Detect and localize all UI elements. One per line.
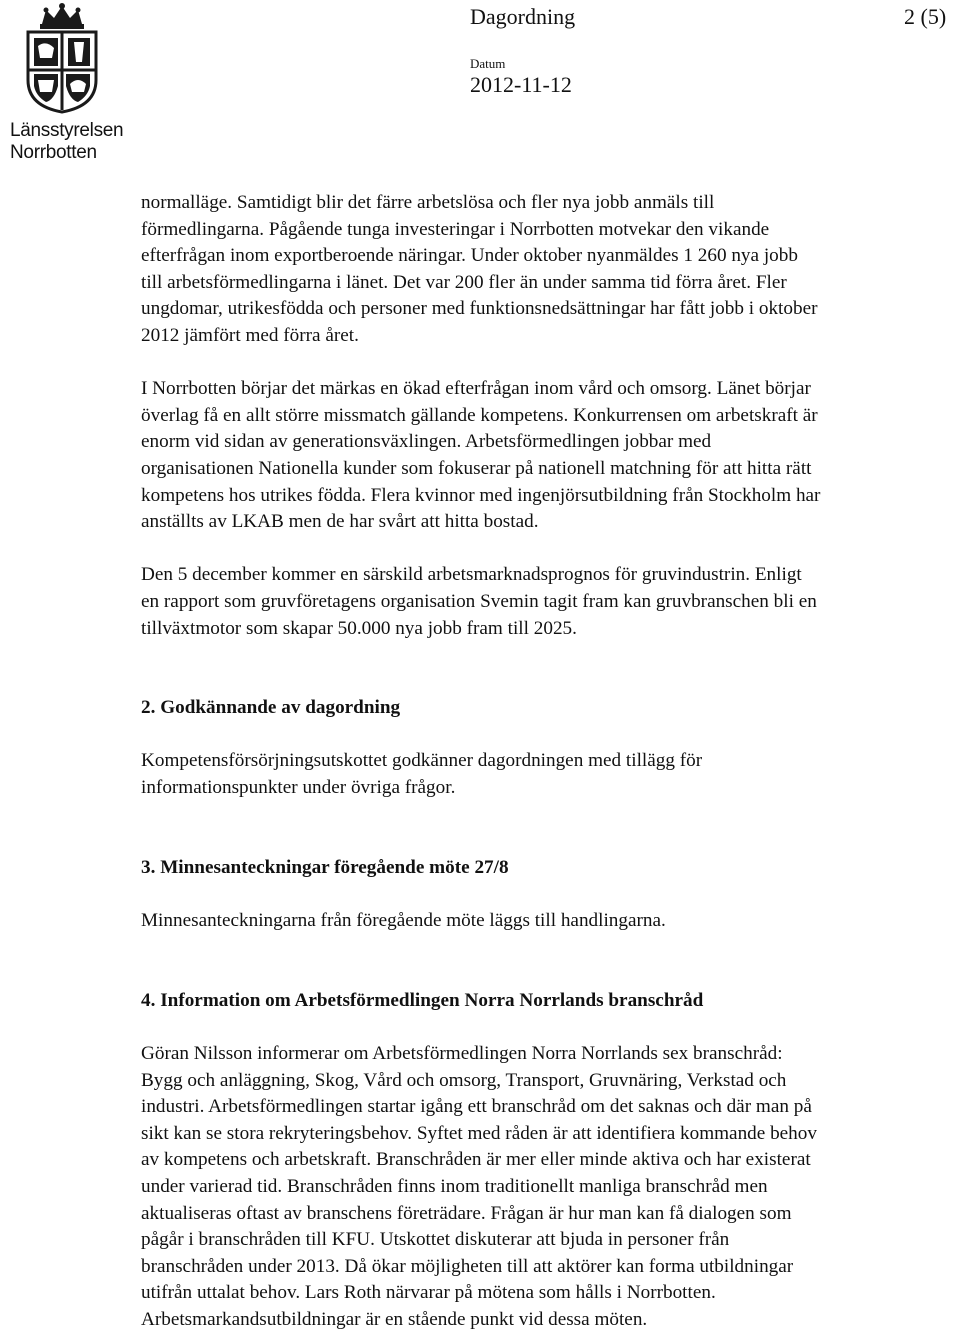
text-line: Bygg och anläggning, Skog, Vård och omsorg, Transport, Gruvnäring, Verkstad och (141, 1069, 787, 1091)
text-line: pågår i branschråden till KFU. Utskottet diskuterar att bjuda in personer från (141, 1229, 730, 1251)
spacer (141, 961, 960, 988)
text-line: enorm vid sidan av generationsväxlingen. Arbetsförmedlingen jobbar med (141, 431, 712, 453)
date-value: 2012-11-12 (470, 72, 572, 97)
text-line: utifrån uttalat behov. Lars Roth närvarar på mötena som hålls i Norrbotten. (141, 1282, 716, 1304)
spacer (141, 828, 960, 855)
text-line: 2012 jämfört med förra året. (141, 324, 359, 346)
text-line: till arbetsförmedlingarna i länet. Det var 200 fler än under samma tid förra året. Fler (141, 271, 787, 293)
text-line: Arbetsmarkandsutbildningar är en stående punkt vid dessa möten. (141, 1308, 648, 1330)
text-line: branschråden under 2013. Då ökar möjligheten till att aktörer kan forma utbildningar (141, 1255, 794, 1277)
text-line: Göran Nilsson informerar om Arbetsförmedlingen Norra Norrlands sex branschråd: (141, 1043, 783, 1064)
coat-of-arms-icon (24, 2, 100, 114)
paragraph (141, 190, 960, 350)
paragraph (141, 562, 960, 642)
spacer (141, 669, 960, 696)
document-body (141, 190, 960, 1334)
paragraph (141, 908, 960, 935)
text-line: en rapport som gruvföretagens organisation Svemin tagit fram kan gruvbranschen bli en (141, 590, 817, 612)
text-line: under varierad tid. Branschråden finns inom traditionellt manliga branschråd men (141, 1175, 768, 1197)
spacer (141, 1014, 960, 1041)
text-line: kompetens hos utrikes födda. Flera kvinnor med ingenjörsutbildning från Stockholm har (141, 484, 821, 506)
lansstyrelsen-logo (10, 2, 124, 163)
text-line: förmedlingarna. Pågående tunga investeringar i Norrbotten motvekar den vikande (141, 218, 770, 240)
page-number: 2 (5) (904, 4, 947, 29)
paragraph (141, 376, 960, 536)
text-line: av kompetens och arbetskraft. Branschråden är mer eller minde aktiva och har existerat (141, 1149, 811, 1171)
spacer (141, 350, 960, 377)
text-line: Den 5 december kommer en särskild arbetsmarknadsprognos för gruvindustrin. Enligt (141, 564, 802, 586)
section-heading: 2. Godkännande av dagordning (141, 697, 401, 719)
text-line: I Norrbotten börjar det märkas en ökad efterfrågan inom vård och omsorg. Länet börjar (141, 378, 811, 400)
spacer (141, 802, 960, 829)
text-line: tillväxtmotor som skapar 50.000 nya jobb fram till 2025. (141, 617, 577, 639)
text-line: industri. Arbetsförmedlingen startar igång ett branschråd om det saknas och där man på (141, 1096, 812, 1118)
text-line: aktualiseras oftast av branschens företrädare. Frågan är hur man kan få dialogen som (141, 1202, 792, 1224)
section-heading: 3. Minnesanteckningar föregående möte 27/8 (141, 856, 509, 878)
spacer (141, 722, 960, 749)
text-line: ungdomar, utrikesfödda och personer med funktionsnedsättningar har fått jobb i oktober (141, 298, 818, 320)
text-line: Kompetensförsörjningsutskottet godkänner dagordningen med tillägg för (141, 750, 703, 772)
text-line: Minnesanteckningarna från föregående möte läggs till handlingarna. (141, 910, 666, 932)
spacer (141, 642, 960, 669)
text-line: efterfrågan inom exportberoende näringar. Under oktober nyanmäldes 1 260 nya jobb (141, 245, 798, 267)
paragraph (141, 1041, 960, 1334)
org-name-line2: Norrbotten (10, 142, 97, 163)
text-line: överlag få en allt större missmatch gällande kompetens. Konkurrensen om arbetskraft är (141, 404, 818, 426)
text-line: anställts av LKAB men de har svårt att hitta bostad. (141, 511, 539, 533)
spacer (141, 536, 960, 563)
text-line: normalläge. Samtidigt blir det färre arbetslösa och fler nya jobb anmäls till (141, 192, 715, 213)
text-line: sikt kan se stora rekryteringsbehov. Syftet med råden är att identifiera kommande behov (141, 1122, 817, 1144)
paragraph (141, 748, 960, 801)
section-heading: 4. Information om Arbetsförmedlingen Norra Norrlands branschråd (141, 989, 704, 1011)
date-label: Datum (470, 56, 506, 71)
spacer (141, 881, 960, 908)
document-type: Dagordning (470, 4, 576, 29)
spacer (141, 935, 960, 962)
text-line: organisationen Nationella kunder som fokuserar på nationell matchning för att hitta rätt (141, 457, 812, 479)
text-line: informationspunkter under övriga frågor. (141, 777, 456, 799)
org-name-line1: Länsstyrelsen (10, 120, 124, 141)
